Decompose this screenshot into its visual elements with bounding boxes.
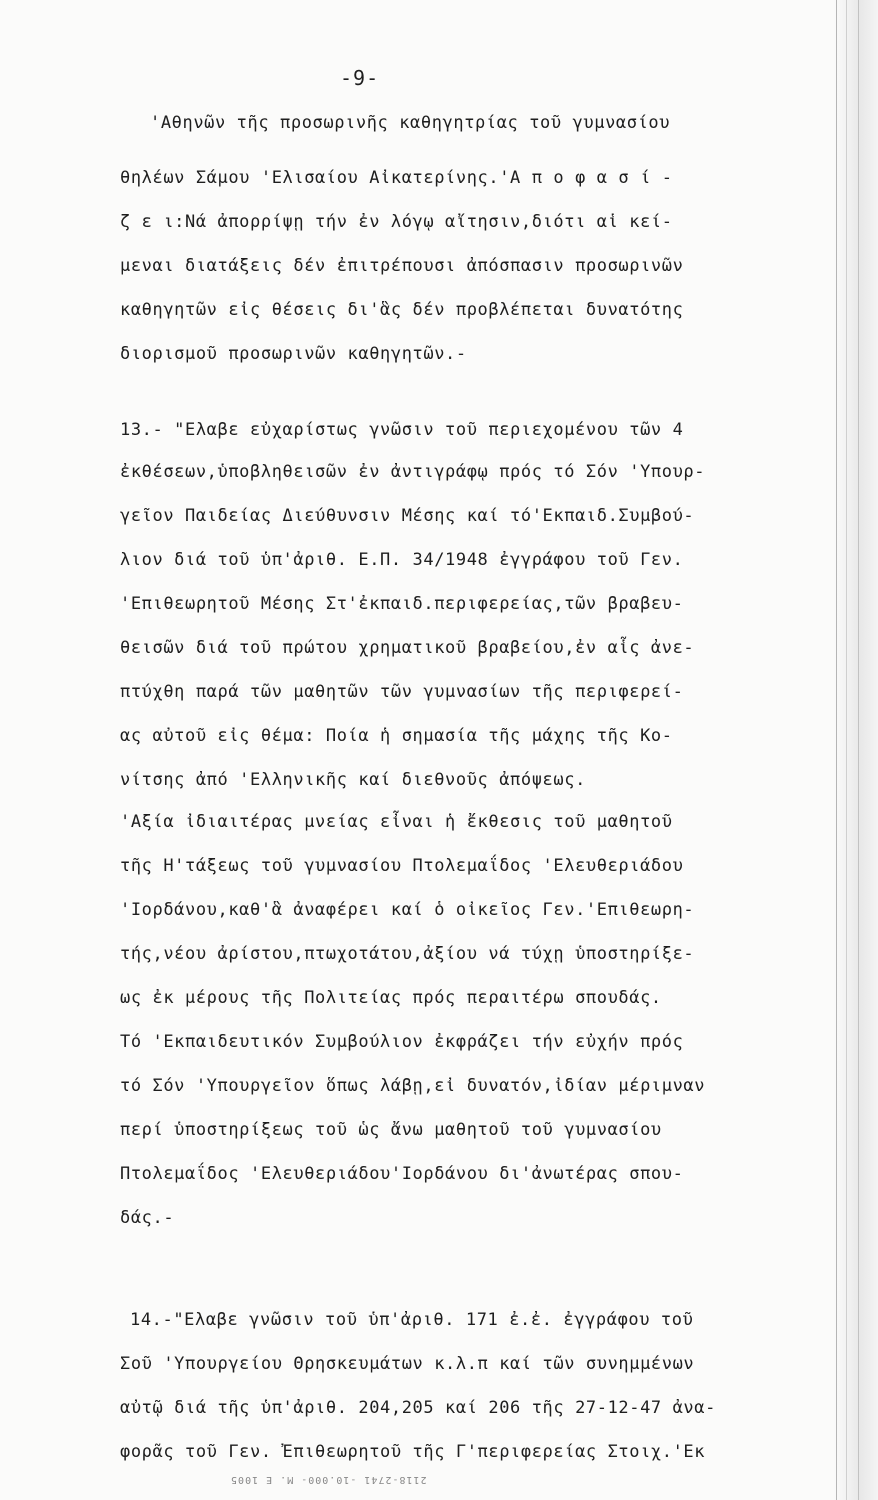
text-line: θεισῶν διά τοῦ πρώτου χρηματικοῦ βραβείου,ἐν αἷς ἀνε- — [120, 638, 695, 658]
text-line: 'Αθηνῶν τῆς προσωρινῆς καθηγητρίας τοῦ γυμνασίου — [150, 113, 671, 133]
page-edge-line — [858, 0, 859, 1500]
text-line: αὐτῷ διά τῆς ὑπ'ἀριθ. 204,205 καί 206 τῆς 27-12-47 ἀνα- — [120, 1398, 716, 1418]
text-line: διορισμοῦ προσωρινῶν καθηγητῶν.- — [120, 344, 467, 364]
text-line: δάς.- — [120, 1208, 175, 1228]
text-line: γεῖον Παιδείας Διεύθυνσιν Μέσης καί τό'Εκπαιδ.Συμβού- — [120, 506, 695, 526]
text-line: Σοῦ 'Υπουργείου Θρησκευμάτων κ.λ.π καί τῶν συνημμένων — [120, 1354, 695, 1374]
text-line: τής,νέου ἀρίστου,πτωχοτάτου,ἀξίου νά τύχῃ ὑποστηρίξε- — [120, 944, 695, 964]
text-line: τό Σόν 'Υπουργεῖον ὅπως λάβῃ,εἰ δυνατόν,ἰδίαν μέριμναν — [120, 1076, 706, 1096]
text-line: 14.-"Ελαβε γνῶσιν τοῦ ὑπ'ἀριθ. 171 ἐ.ἐ. ἐγγράφου τοῦ — [130, 1310, 694, 1330]
text-line: μεναι διατάξεις δέν ἐπιτρέπουσι ἀπόσπασιν προσωρινῶν — [120, 256, 684, 276]
text-line: καθηγητῶν εἰς θέσεις δι'ἃς δέν προβλέπεται δυνατότης — [120, 300, 684, 320]
text-line: περί ὑποστηρίξεως τοῦ ὡς ἄνω μαθητοῦ τοῦ γυμνασίου — [120, 1120, 662, 1140]
text-line: λιον διά τοῦ ὑπ'ἀριθ. Ε.Π. 34/1948 ἐγγράφου τοῦ Γεν. — [120, 550, 684, 570]
text-line: πτύχθη παρά τῶν μαθητῶν τῶν γυμνασίων τῆς περιφερεί- — [120, 682, 684, 702]
text-line: Τό 'Εκπαιδευτικόν Συμβούλιον ἐκφράζει τήν εὐχήν πρός — [120, 1032, 684, 1052]
text-line: τῆς Η'τάξεως τοῦ γυμνασίου Πτολεμαΐδος 'Ελευθεριάδου — [120, 856, 684, 876]
text-line: ας αὐτοῦ εἰς θέμα: Ποία ἡ σημασία τῆς μάχης τῆς Κο- — [120, 726, 673, 746]
text-line: θηλέων Σάμου 'Ελισαίου Αἰκατερίνης.'Α π ο φ α σ ί - — [120, 168, 673, 188]
text-line: ἐκθέσεων,ὑποβληθεισῶν ἐν ἀντιγράφῳ πρός τό Σόν 'Υπουρ- — [120, 462, 706, 482]
text-line: 'Αξία ἰδιαιτέρας μνείας εἶναι ἡ ἔκθεσις τοῦ μαθητοῦ — [120, 812, 673, 832]
text-line: 'Επιθεωρητοῦ Μέσης Στ'ἐκπαιδ.περιφερείας,τῶν βραβευ- — [120, 594, 684, 614]
text-line: ζ ε ι:Νά ἀπορρίψῃ τήν ἐν λόγῳ αἴτησιν,διότι αἱ κεί- — [120, 212, 673, 232]
page-edge-shadow — [834, 0, 878, 1500]
page-edge-line — [846, 0, 847, 1500]
print-footer: 2118-2741 -10.000- M. E 1005 — [230, 1474, 427, 1485]
text-line: 13.- "Ελαβε εὐχαρίστως γνῶσιν τοῦ περιεχομένου τῶν 4 — [120, 420, 684, 440]
page-edge-line — [836, 0, 837, 1500]
text-line: 'Ιορδάνου,καθ'ἃ ἀναφέρει καί ὁ οἰκεῖος Γεν.'Επιθεωρη- — [120, 900, 695, 920]
page-number: -9- — [340, 66, 380, 90]
text-line: φορᾶς τοῦ Γεν. Ἐπιθεωρητοῦ τῆς Γ'περιφερείας Στοιχ.'Εκ — [120, 1442, 706, 1462]
text-line: νίτσης ἀπό 'Ελληνικῆς καί διεθνοῦς ἀπόψεως. — [120, 770, 586, 790]
text-line: ως ἐκ μέρους τῆς Πολιτείας πρός περαιτέρω σπουδάς. — [120, 988, 662, 1008]
text-line: Πτολεμαΐδος 'Ελευθεριάδου'Ιορδάνου δι'ἀνωτέρας σπου- — [120, 1164, 684, 1184]
